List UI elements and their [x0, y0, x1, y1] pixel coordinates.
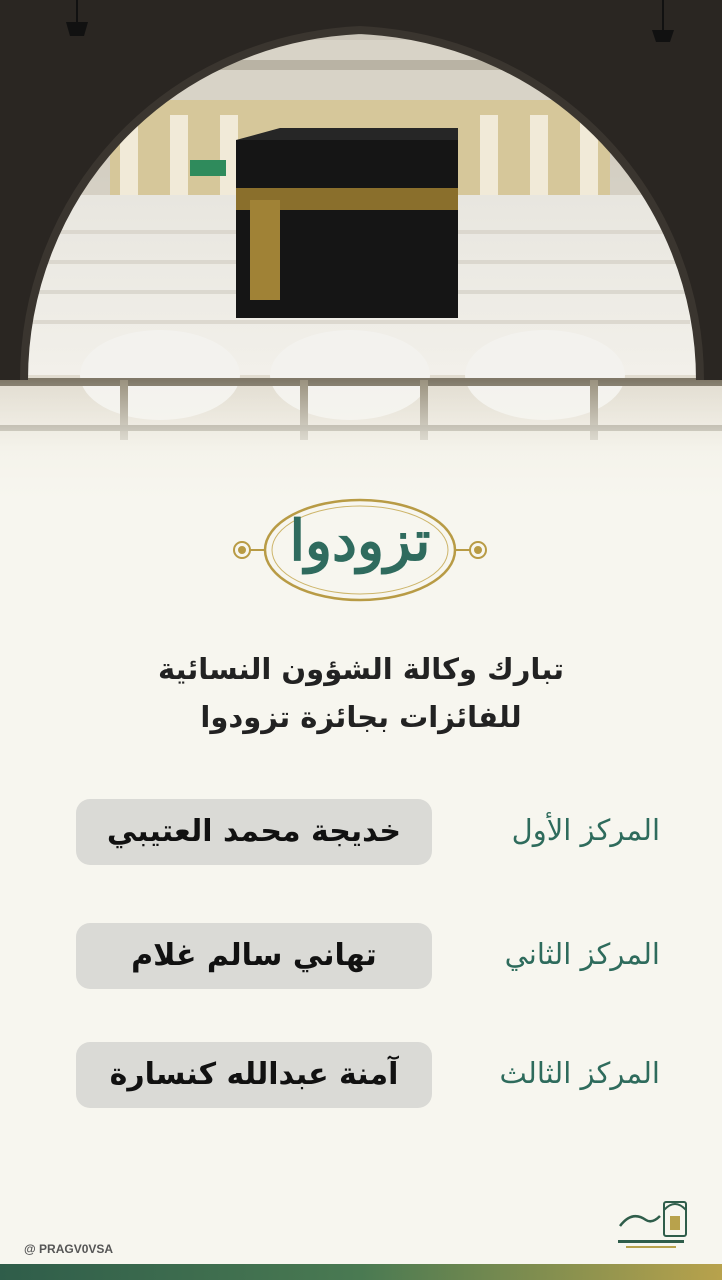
intro-line-2: للفائزات بجائزة تزودوا [200, 700, 522, 734]
logo-title: تزودوا [289, 508, 431, 574]
winner-row-third [0, 1042, 722, 1108]
organization-logo [612, 1196, 692, 1252]
intro-line-1: تبارك وكالة الشؤون النسائية [157, 652, 565, 686]
winner-row-first [0, 799, 722, 865]
hero-photo [0, 0, 722, 500]
place-label: المركز الثالث [499, 1056, 660, 1090]
hero-fade-overlay [0, 380, 722, 500]
place-label: المركز الثاني [504, 937, 660, 971]
bottom-gradient-bar [0, 1264, 722, 1280]
winner-row-second [0, 923, 722, 989]
winner-name: آمنة عبدالله كنسارة [109, 1057, 399, 1092]
place-label: المركز الأول [511, 813, 660, 847]
tazawadu-logo [220, 488, 500, 613]
winner-name: تهاني سالم غلام [131, 938, 377, 973]
social-handle: @ PRAGV0VSA [24, 1242, 114, 1256]
winner-name: خديجة محمد العتيبي [106, 814, 402, 849]
